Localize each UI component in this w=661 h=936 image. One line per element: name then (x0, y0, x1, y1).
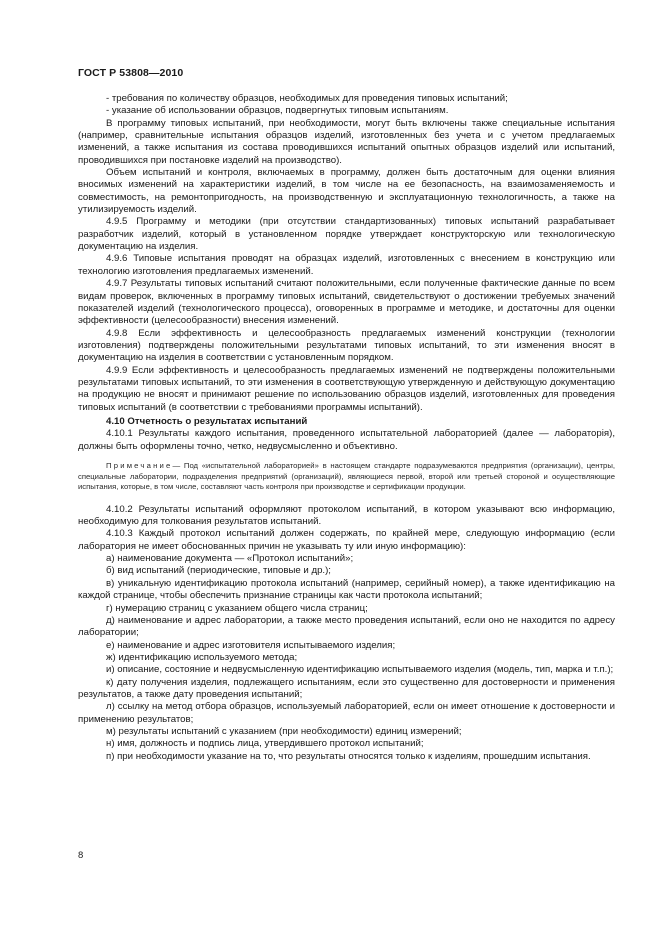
paragraph: 4.9.8 Если эффективность и целесообразность предлагаемых изменений конструкции (технологии изготовления) подтверждены положительными результатами типовых испытаний, то эти изменения вносят в документацию на изделия в соответствии с установленным порядком. (78, 327, 615, 364)
list-item: е) наименование и адрес изготовителя испытываемого изделия; (106, 639, 396, 651)
list-item: л) ссылку на метод отбора образцов, используемый лабораторией, если он имеет отношение к достоверности и применению результатов; (78, 701, 615, 725)
list-item: и) описание, состояние и недвусмысленную идентификацию испытываемого изделия (модель, тип, марка и т.п.); (106, 664, 614, 676)
paragraph: 4.9.5 Программу и методики (при отсутствии стандартизованных) типовых испытаний разрабатывает разработчик изделий, который в установленном порядке утверждает конструкторскую или технологическую документацию на изделия. (78, 216, 615, 253)
list-item: п) при необходимости указание на то, что результаты относятся только к изделиям, прошедшим испытания. (106, 750, 591, 762)
list-item: б) вид испытаний (периодические, типовые и др.); (106, 565, 331, 577)
paragraph: 4.9.9 Если эффективность и целесообразность предлагаемых изменений не подтверждены положительными результатами типовых испытаний, то эти изменения в соответствующую утвержденную и действующую документацию на продукцию не вносят и принимают решение по использованию образцов изделий, изготовленных для проведения типовых испытаний (в соответствии с требованиями программы испытаний). (78, 364, 615, 413)
paragraph: 4.10.3 Каждый протокол испытаний должен содержать, по крайней мере, следующую информацию (если лаборатория не имеет обоснованных причин не указывать ту или иную информацию): (78, 528, 615, 552)
section-heading: 4.10 Отчетность о результатах испытаний (106, 415, 308, 427)
list-item: г) нумерацию страниц с указанием общего числа страниц; (106, 602, 368, 614)
list-item: к) дату получения изделия, подлежащего испытаниям, если это существенно для достоверности и применения результатов, а также дату проведения испытаний; (78, 676, 615, 700)
paragraph: 4.9.6 Типовые испытания проводят на образцах изделий, изготовленных с внесением в конструкцию или технологию изготовления предлагаемых изменений. (78, 253, 615, 277)
paragraph: 4.9.7 Результаты типовых испытаний считают положительными, если полученные фактические данные по всем видам проверок, включенных в программу типовых испытаний, свидетельствуют о достижении требуемых значений показателей изделий (технологического процесса), оговоренных в программе и методике, и достаточны для оценки эффективности (целесообразности) внесения изменений. (78, 278, 615, 327)
note-label: Примечание (106, 460, 173, 470)
list-item: ж) идентификацию используемого метода; (106, 651, 298, 663)
paragraph: 4.10.1 Результаты каждого испытания, проведенного испытательной лабораторией (далее — лабораторія), должны быть оформлены точно, четко, недвусмысленно и объективно. (78, 428, 615, 452)
note (78, 461, 615, 493)
paragraph: В программу типовых испытаний, при необходимости, могут быть включены также специальные испытания (например, сравнительные испытания образцов изделий, изготовленных без учета и с учетом предлагаемых изменений, а также испытания из состава проводившихся испытаний опытных образцов изделий или испытаний, проводившихся при постановке изделий на производство). (78, 117, 615, 166)
note-text: — Под «испытательной лабораторией» в настоящем стандарте подразумеваются предприятия (организации), центры, специальные лаборатории, подразделения предприятий (организаций), являющиеся первой, второй или третьей стороной и осуществляющие испытания, которые, в том числе, составляют часть контроля при производстве и сертификации продукции. (78, 460, 615, 492)
body-text (78, 93, 615, 763)
list-item: д) наименование и адрес лаборатории, а также место проведения испытаний, если оно не находится по адресу лаборатории; (78, 614, 615, 639)
list-item: в) уникальную идентификацию протокола испытаний (например, серийный номер), а также идентификацию на каждой странице, чтобы обеспечить признание страницы как части протокола испытаний; (78, 577, 615, 602)
page-title: ГОСТ Р 53808—2010 (78, 67, 184, 79)
list-item: н) имя, должность и подпись лица, утвердившего протокол испытаний; (106, 738, 424, 750)
paragraph: 4.10.2 Результаты испытаний оформляют протоколом испытаний, в котором указывают всю информацию, необходимую для толкования результатов испытаний. (78, 503, 615, 528)
page-number: 8 (78, 850, 84, 861)
paragraph: Объем испытаний и контроля, включаемых в программу, должен быть достаточным для оценки влияния вносимых изменений на характеристики изделий, в том числе на ее безопасность, на взаимозаменяемость и совместимость, на ремонтопригодность, на производственную и эксплуатационную технологичность, а также на утилизируемость изделий. (78, 167, 615, 216)
paragraph: - указание об использовании образцов, подвергнутых типовым испытаниям. (106, 105, 449, 117)
list-item: м) результаты испытаний с указанием (при необходимости) единиц измерений; (106, 725, 462, 737)
list-item: а) наименование документа — «Протокол испытаний»; (106, 553, 354, 565)
paragraph: - требования по количеству образцов, необходимых для проведения типовых испытаний; (106, 93, 508, 104)
